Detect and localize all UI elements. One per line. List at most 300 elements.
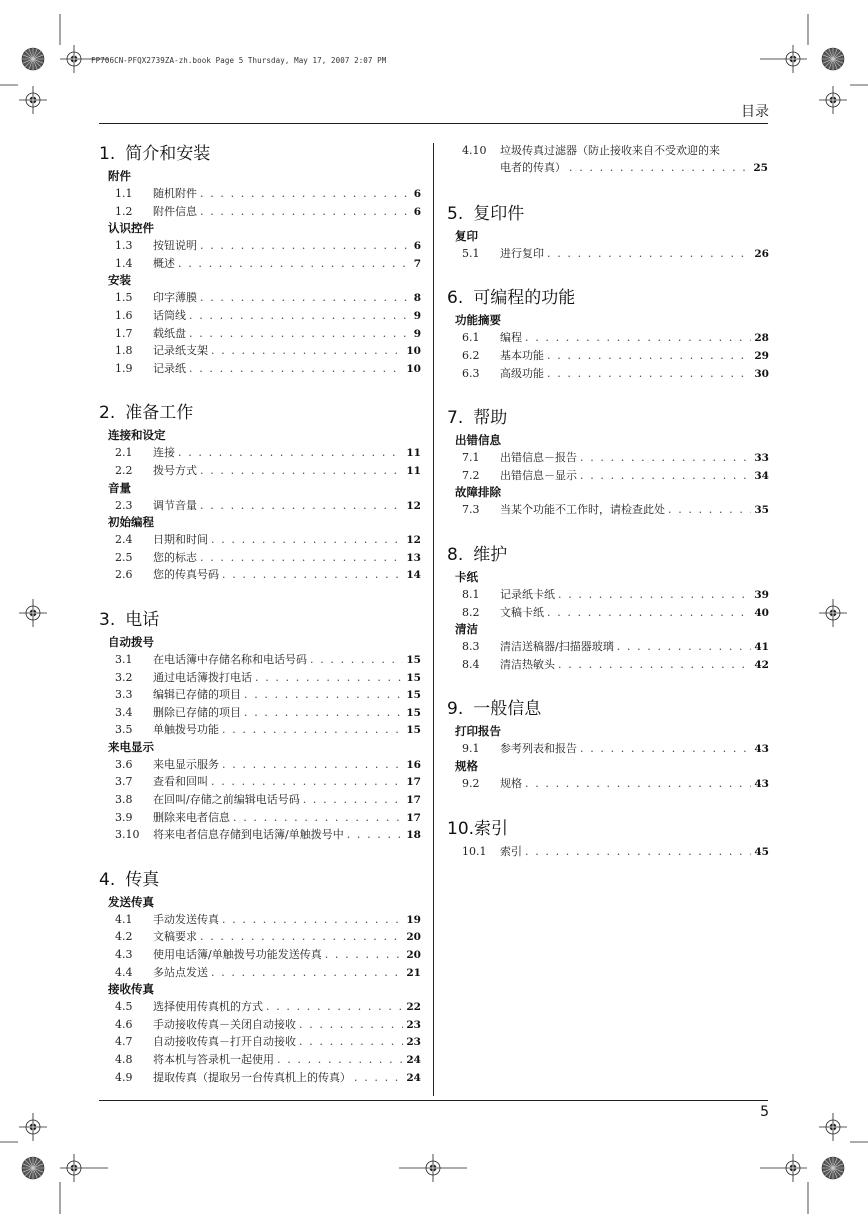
toc-entry[interactable] — [99, 237, 421, 255]
toc-entry-number: 3.9 — [115, 810, 133, 824]
toc-entry[interactable] — [99, 360, 421, 378]
toc-entry-title: 清洁送稿器/扫描器玻璃 — [500, 640, 614, 654]
toc-entry-page: 21 — [406, 966, 421, 979]
toc-entry[interactable] — [447, 347, 769, 365]
toc-entry-page: 15 — [406, 724, 421, 737]
toc-entry-number: 4.7 — [115, 1035, 133, 1049]
chapter-heading — [447, 200, 769, 228]
toc-entry[interactable] — [447, 775, 769, 793]
toc-entry-title: 提取传真（提取另一台传真机上的传真） — [153, 1070, 351, 1084]
chapter-spacer — [447, 519, 769, 541]
toc-entry-title: 拨号方式 — [153, 463, 197, 477]
toc-entry-title: 将本机与答录机一起使用 — [153, 1053, 274, 1066]
section-heading: 音量 — [108, 480, 131, 495]
toc-entry-number: 2.1 — [115, 446, 133, 460]
section-heading: 清洁 — [455, 622, 478, 637]
toc-entry-number: 2.4 — [115, 533, 133, 547]
chapter-number: 8. — [447, 544, 464, 565]
chapter-number: 6. — [447, 288, 464, 309]
toc-entry-title: 话筒线 — [153, 308, 186, 322]
leader-dots — [547, 365, 751, 383]
chapter-number: 10. — [447, 818, 475, 839]
leader-dots — [255, 669, 403, 687]
leader-dots — [200, 185, 411, 203]
toc-entry-title: 载纸盘 — [153, 326, 186, 340]
toc-entry-title: 您的传真号码 — [153, 568, 219, 582]
toc-entry-number: 1.8 — [115, 344, 133, 358]
toc-entry-title: 高级功能 — [500, 366, 544, 380]
leader-dots — [580, 740, 751, 758]
toc-entry-number: 9.2 — [462, 776, 480, 790]
toc-entry-number: 1.6 — [115, 308, 133, 322]
toc-entry-page: 34 — [754, 469, 769, 482]
toc-entry[interactable] — [99, 462, 421, 480]
toc-entry[interactable] — [447, 638, 769, 656]
leader-dots — [558, 656, 751, 674]
toc-entry-title: 手动接收传真－关闭自动接收 — [153, 1017, 296, 1031]
toc-entry-number: 1.9 — [115, 361, 133, 375]
toc-entry-number: 3.10 — [115, 828, 140, 842]
leader-dots — [547, 347, 751, 365]
chapter-spacer — [447, 262, 769, 284]
section-heading: 附件 — [108, 169, 131, 183]
toc-entry-number: 6.2 — [462, 349, 480, 362]
section-heading: 打印报告 — [455, 724, 501, 739]
toc-entry[interactable] — [99, 911, 421, 929]
chapter-number: 4. — [99, 869, 116, 890]
toc-entry-title: 自动接收传真－打开自动接收 — [153, 1035, 296, 1049]
leader-dots — [310, 651, 403, 669]
toc-entry[interactable] — [99, 497, 421, 515]
chapter-heading — [447, 815, 769, 843]
toc-entry-title: 单触拨号功能 — [153, 723, 219, 737]
toc-entry-title: 索引 — [500, 844, 522, 858]
toc-entry-title: 参考列表和报告 — [500, 742, 577, 756]
leader-dots — [525, 329, 751, 347]
toc-entry-page: 9 — [413, 327, 421, 340]
toc-entry-page: 45 — [754, 845, 769, 858]
chapter-heading — [99, 399, 421, 427]
toc-entry-page: 15 — [406, 671, 421, 684]
chapter-number: 1. — [99, 144, 116, 164]
toc-entry-number: 4.4 — [115, 965, 133, 979]
toc-entry-number: 8.4 — [462, 657, 480, 671]
section-heading: 自动拨号 — [108, 634, 154, 649]
toc-entry[interactable] — [99, 1033, 421, 1051]
toc-entry-title: 附件信息 — [153, 204, 197, 218]
toc-entry-title: 清洁热敏头 — [500, 657, 555, 671]
toc-entry[interactable] — [99, 756, 421, 774]
chapter-spacer — [99, 377, 421, 399]
toc-entry-title: 调节音量 — [153, 498, 197, 512]
leader-dots — [189, 360, 403, 378]
toc-entry[interactable] — [99, 1051, 421, 1069]
toc-entry-page: 26 — [754, 247, 769, 260]
toc-entry[interactable] — [99, 342, 421, 360]
toc-entry-page: 18 — [406, 829, 421, 842]
chapter-heading — [447, 284, 769, 312]
toc-entry[interactable] — [99, 255, 421, 273]
leader-dots — [547, 245, 751, 263]
toc-entry-page: 40 — [754, 606, 769, 619]
toc-entry-title: 出错信息－报告 — [500, 451, 577, 465]
toc-entry[interactable] — [447, 843, 769, 861]
toc-entry-title: 编程 — [500, 331, 522, 345]
toc-entry[interactable] — [447, 501, 769, 519]
toc-entry-title: 垃圾传真过滤器（防止接收来自不受欢迎的来 — [500, 144, 720, 157]
leader-dots — [617, 638, 752, 656]
toc-entry[interactable] — [447, 329, 769, 347]
toc-entry[interactable] — [99, 444, 421, 462]
toc-entry-title: 记录纸卡纸 — [500, 587, 555, 601]
chapter-title: 帮助 — [473, 408, 508, 429]
toc-entry-number: 3.2 — [115, 670, 133, 684]
toc-entry[interactable] — [99, 721, 421, 739]
toc-entry-title: 多站点发送 — [153, 965, 208, 979]
toc-entry-page: 22 — [406, 1001, 421, 1014]
toc-entry[interactable] — [99, 325, 421, 343]
toc-entry-page: 10 — [406, 345, 421, 358]
toc-entry-title: 记录纸 — [153, 361, 186, 375]
toc-entry-number: 4.2 — [115, 930, 133, 944]
toc-entry-page: 23 — [406, 1018, 421, 1031]
toc-entry-page: 42 — [754, 658, 769, 671]
toc-entry-page: 15 — [406, 689, 421, 702]
leader-dots — [222, 911, 403, 929]
toc-entry-number: 7.2 — [462, 468, 480, 482]
leader-dots — [211, 342, 403, 360]
toc-entry-title: 印字薄膜 — [153, 291, 197, 305]
toc-entry-page: 20 — [406, 931, 421, 944]
toc-entry-title: 概述 — [153, 256, 175, 270]
toc-entry-number: 6.3 — [462, 366, 480, 380]
section-heading: 接收传真 — [108, 982, 154, 997]
chapter-spacer — [447, 793, 769, 815]
toc-entry-page: 12 — [406, 499, 421, 512]
toc-entry-number: 4.8 — [115, 1053, 133, 1066]
leader-dots — [347, 826, 404, 844]
leader-dots — [277, 1051, 403, 1069]
leader-dots — [200, 462, 403, 480]
toc-entry-number: 2.2 — [115, 463, 133, 477]
toc-entry-page: 9 — [413, 309, 421, 322]
toc-entry[interactable] — [447, 365, 769, 383]
toc-entry-number: 1.7 — [115, 326, 133, 340]
leader-dots — [580, 467, 751, 485]
toc-entry-title: 文稿要求 — [153, 930, 197, 944]
print-slug: FP706CN-PFQX2739ZA-zh.book Page 5 Thursday, May 17, 2007 2:07 PM — [91, 56, 387, 65]
chapter-title: 准备工作 — [125, 403, 194, 424]
toc-entry-number: 3.6 — [115, 757, 133, 771]
toc-entry[interactable] — [99, 998, 421, 1016]
chapter-heading — [447, 695, 769, 723]
toc-entry-title: 手动发送传真 — [153, 912, 219, 926]
toc-entry-page: 23 — [406, 1036, 421, 1049]
leader-dots — [200, 237, 411, 255]
toc-entry[interactable] — [99, 289, 421, 307]
toc-entry[interactable] — [99, 531, 421, 549]
toc-entry-page: 41 — [754, 641, 769, 654]
toc-entry-title: 进行复印 — [500, 246, 544, 260]
leader-dots — [200, 289, 411, 307]
leader-dots — [525, 775, 751, 793]
toc-entry-page: 43 — [754, 743, 769, 756]
toc-entry[interactable] — [447, 245, 769, 263]
toc-entry-number: 4.1 — [115, 912, 133, 926]
toc-entry[interactable] — [447, 142, 769, 178]
toc-entry-page: 14 — [406, 569, 421, 582]
toc-entry-number: 1.5 — [115, 291, 133, 305]
chapter-number: 5. — [447, 203, 464, 224]
chapter-title: 可编程的功能 — [473, 288, 576, 309]
chapter-title: 简介和安装 — [125, 144, 211, 164]
toc-entry[interactable] — [447, 740, 769, 758]
toc-entry-title: 在电话簿中存储名称和电话号码 — [153, 652, 307, 666]
toc-entry-page: 24 — [406, 1071, 421, 1084]
section-heading: 复印 — [455, 228, 478, 243]
leader-dots — [200, 549, 403, 567]
toc-entry-number: 3.5 — [115, 723, 133, 737]
leader-dots — [200, 497, 403, 515]
toc-entry-number: 3.7 — [115, 775, 133, 789]
leader-dots — [189, 307, 411, 325]
toc-entry[interactable] — [447, 467, 769, 485]
chapter-title: 一般信息 — [473, 699, 542, 720]
toc-entry[interactable] — [447, 656, 769, 674]
toc-entry-number: 2.5 — [115, 550, 133, 564]
toc-entry-number: 7.3 — [462, 503, 480, 517]
toc-entry-page: 25 — [753, 162, 768, 175]
leader-dots — [222, 756, 403, 774]
toc-entry-page: 10 — [406, 362, 421, 375]
leader-dots — [299, 1016, 403, 1034]
leader-dots — [211, 531, 403, 549]
toc-entry-title: 按钮说明 — [153, 239, 197, 253]
toc-entry-title: 将来电者信息存储到电话簿/单触拨号中 — [153, 828, 344, 842]
toc-entry[interactable] — [99, 928, 421, 946]
toc-entry-title: 编辑已存储的项目 — [153, 688, 241, 702]
chapter-number: 2. — [99, 403, 116, 424]
leader-dots — [525, 843, 751, 861]
toc-entry-number: 4.10 — [462, 144, 487, 157]
footer-rule — [99, 1100, 768, 1101]
section-heading: 安装 — [108, 273, 131, 288]
toc-entry-title: 日期和时间 — [153, 533, 208, 547]
toc-entry-title-cont: 电者的传真） — [500, 161, 566, 175]
section-heading: 功能摘要 — [455, 313, 501, 328]
toc-entry-page: 20 — [406, 949, 421, 962]
toc-entry-number: 4.9 — [115, 1070, 133, 1084]
leader-dots — [222, 721, 403, 739]
toc-entry[interactable] — [447, 586, 769, 604]
leader-dots — [668, 501, 751, 519]
toc-entry-number: 4.6 — [115, 1017, 133, 1031]
toc-entry-title: 删除已存储的项目 — [153, 705, 241, 719]
leader-dots — [558, 586, 751, 604]
toc-entry[interactable] — [99, 1069, 421, 1087]
section-heading: 规格 — [455, 758, 478, 773]
toc-entry-number: 1.2 — [115, 204, 133, 218]
toc-entry[interactable] — [99, 826, 421, 844]
chapter-spacer — [99, 584, 421, 606]
toc-entry-number: 3.4 — [115, 705, 133, 719]
chapter-spacer — [447, 178, 769, 200]
leader-dots — [354, 1069, 403, 1087]
section-heading: 连接和设定 — [108, 428, 166, 443]
chapter-heading — [447, 404, 769, 432]
toc-entry-number: 3.3 — [115, 688, 133, 702]
toc-entry-number: 6.1 — [462, 331, 480, 345]
toc-entry[interactable] — [99, 964, 421, 982]
toc-entry-number: 3.8 — [115, 793, 133, 807]
toc-entry-number: 2.3 — [115, 498, 133, 512]
leader-dots — [580, 449, 751, 467]
chapter-number: 9. — [447, 699, 464, 720]
toc-entry-number: 7.1 — [462, 451, 480, 465]
toc-entry-number: 4.3 — [115, 948, 133, 962]
toc-entry-page: 35 — [754, 504, 769, 517]
toc-entry[interactable] — [99, 1016, 421, 1034]
toc-entry[interactable] — [99, 704, 421, 722]
toc-entry-page: 6 — [413, 188, 421, 200]
leader-dots — [189, 325, 411, 343]
toc-entry-page: 12 — [406, 534, 421, 547]
toc-entry-page: 17 — [406, 794, 421, 807]
chapter-title: 索引 — [474, 818, 509, 839]
toc-entry-title: 使用电话簿/单触拨号功能发送传真 — [153, 948, 322, 962]
leader-dots — [569, 159, 750, 176]
chapter-number: 7. — [447, 408, 464, 429]
chapter-title: 电话 — [125, 609, 160, 630]
toc-entry-number: 1.1 — [115, 187, 133, 200]
toc-entry-page: 17 — [406, 776, 421, 789]
toc-entry-page: 16 — [406, 758, 421, 771]
toc-entry-title: 您的标志 — [153, 550, 197, 564]
toc-entry-number: 5.1 — [462, 246, 480, 260]
leader-dots — [244, 686, 403, 704]
toc-entry-title: 随机附件 — [153, 187, 197, 200]
toc-entry-title: 选择使用传真机的方式 — [153, 1000, 263, 1014]
chapter-heading — [99, 866, 421, 894]
toc-entry-title: 文稿卡纸 — [500, 605, 544, 619]
toc-entry[interactable] — [447, 604, 769, 622]
toc-entry-title: 记录纸支架 — [153, 344, 208, 358]
toc-entry-page: 29 — [754, 350, 769, 362]
toc-entry-page: 11 — [406, 464, 421, 477]
toc-right-column — [447, 140, 769, 860]
toc-entry[interactable] — [99, 946, 421, 964]
toc-entry[interactable] — [99, 185, 421, 203]
chapter-spacer — [99, 844, 421, 866]
section-heading: 来电显示 — [108, 739, 154, 754]
toc-entry[interactable] — [99, 566, 421, 584]
chapter-title: 复印件 — [473, 203, 525, 224]
toc-entry-title: 规格 — [500, 776, 522, 790]
toc-entry[interactable] — [447, 449, 769, 467]
toc-entry[interactable] — [99, 773, 421, 791]
header-rule — [99, 123, 768, 124]
toc-entry-page: 39 — [754, 588, 769, 601]
chapter-title: 传真 — [125, 869, 160, 890]
toc-entry-page: 6 — [413, 205, 421, 218]
chapter-title: 维护 — [473, 544, 508, 565]
toc-entry[interactable] — [99, 651, 421, 669]
section-heading: 故障排除 — [455, 485, 501, 500]
toc-entry-page: 28 — [754, 332, 769, 345]
section-heading: 认识控件 — [108, 221, 154, 236]
toc-entry-page: 6 — [413, 240, 421, 253]
toc-entry[interactable] — [99, 686, 421, 704]
toc-entry[interactable] — [99, 809, 421, 827]
toc-entry-page: 13 — [406, 551, 421, 564]
leader-dots — [266, 998, 403, 1016]
toc-entry-title: 当某个功能不工作时，请检查此处 — [500, 503, 665, 517]
toc-entry-page: 17 — [406, 811, 421, 824]
toc-entry-page: 33 — [754, 452, 769, 465]
toc-entry-page: 8 — [413, 292, 421, 305]
toc-entry-page: 43 — [754, 777, 769, 790]
toc-entry-title: 在回叫/存储之前编辑电话号码 — [153, 793, 300, 807]
toc-entry-page: 11 — [406, 447, 421, 460]
toc-entry-title: 基本功能 — [500, 349, 544, 362]
chapter-heading — [99, 606, 421, 634]
toc-entry-title: 删除来电者信息 — [153, 810, 230, 824]
toc-entry-title: 出错信息－显示 — [500, 468, 577, 482]
toc-entry[interactable] — [99, 203, 421, 221]
chapter-spacer — [447, 382, 769, 404]
leader-dots — [200, 203, 411, 221]
leader-dots — [299, 1033, 403, 1051]
leader-dots — [211, 773, 403, 791]
leader-dots — [211, 964, 403, 982]
leader-dots — [325, 946, 404, 964]
toc-entry-page: 24 — [406, 1054, 421, 1066]
toc-entry[interactable] — [99, 307, 421, 325]
page-header-title: 目录 — [741, 104, 769, 120]
leader-dots — [222, 566, 403, 584]
toc-entry-page: 15 — [406, 706, 421, 719]
toc-entry-page: 19 — [406, 913, 421, 926]
toc-entry[interactable] — [99, 549, 421, 567]
chapter-heading — [447, 541, 769, 569]
toc-entry-title: 来电显示服务 — [153, 757, 219, 771]
toc-entry-number: 4.5 — [115, 1000, 133, 1014]
leader-dots — [200, 928, 403, 946]
toc-entry-number: 1.3 — [115, 239, 133, 253]
page-number: 5 — [760, 1104, 769, 1120]
toc-entry-number: 8.1 — [462, 587, 480, 601]
toc-entry-page: 7 — [413, 257, 421, 270]
toc-entry-number: 9.1 — [462, 742, 480, 756]
toc-entry-number: 3.1 — [115, 652, 133, 666]
chapter-heading — [99, 140, 421, 168]
section-heading: 发送传真 — [108, 894, 154, 909]
section-heading: 卡纸 — [455, 569, 478, 584]
toc-entry-title: 查看和回叫 — [153, 775, 208, 789]
section-heading: 初始编程 — [108, 515, 154, 530]
toc-entry[interactable] — [99, 791, 421, 809]
leader-dots — [178, 255, 411, 273]
toc-entry-page: 30 — [754, 367, 769, 380]
chapter-number: 3. — [99, 609, 116, 630]
toc-entry[interactable] — [99, 669, 421, 687]
leader-dots — [244, 704, 403, 722]
toc-entry-number: 10.1 — [462, 844, 487, 858]
section-heading: 出错信息 — [455, 433, 501, 448]
toc-entry-title: 通过电话簿拨打电话 — [153, 670, 252, 684]
leader-dots — [547, 604, 751, 622]
toc-entry-page: 15 — [406, 653, 421, 666]
